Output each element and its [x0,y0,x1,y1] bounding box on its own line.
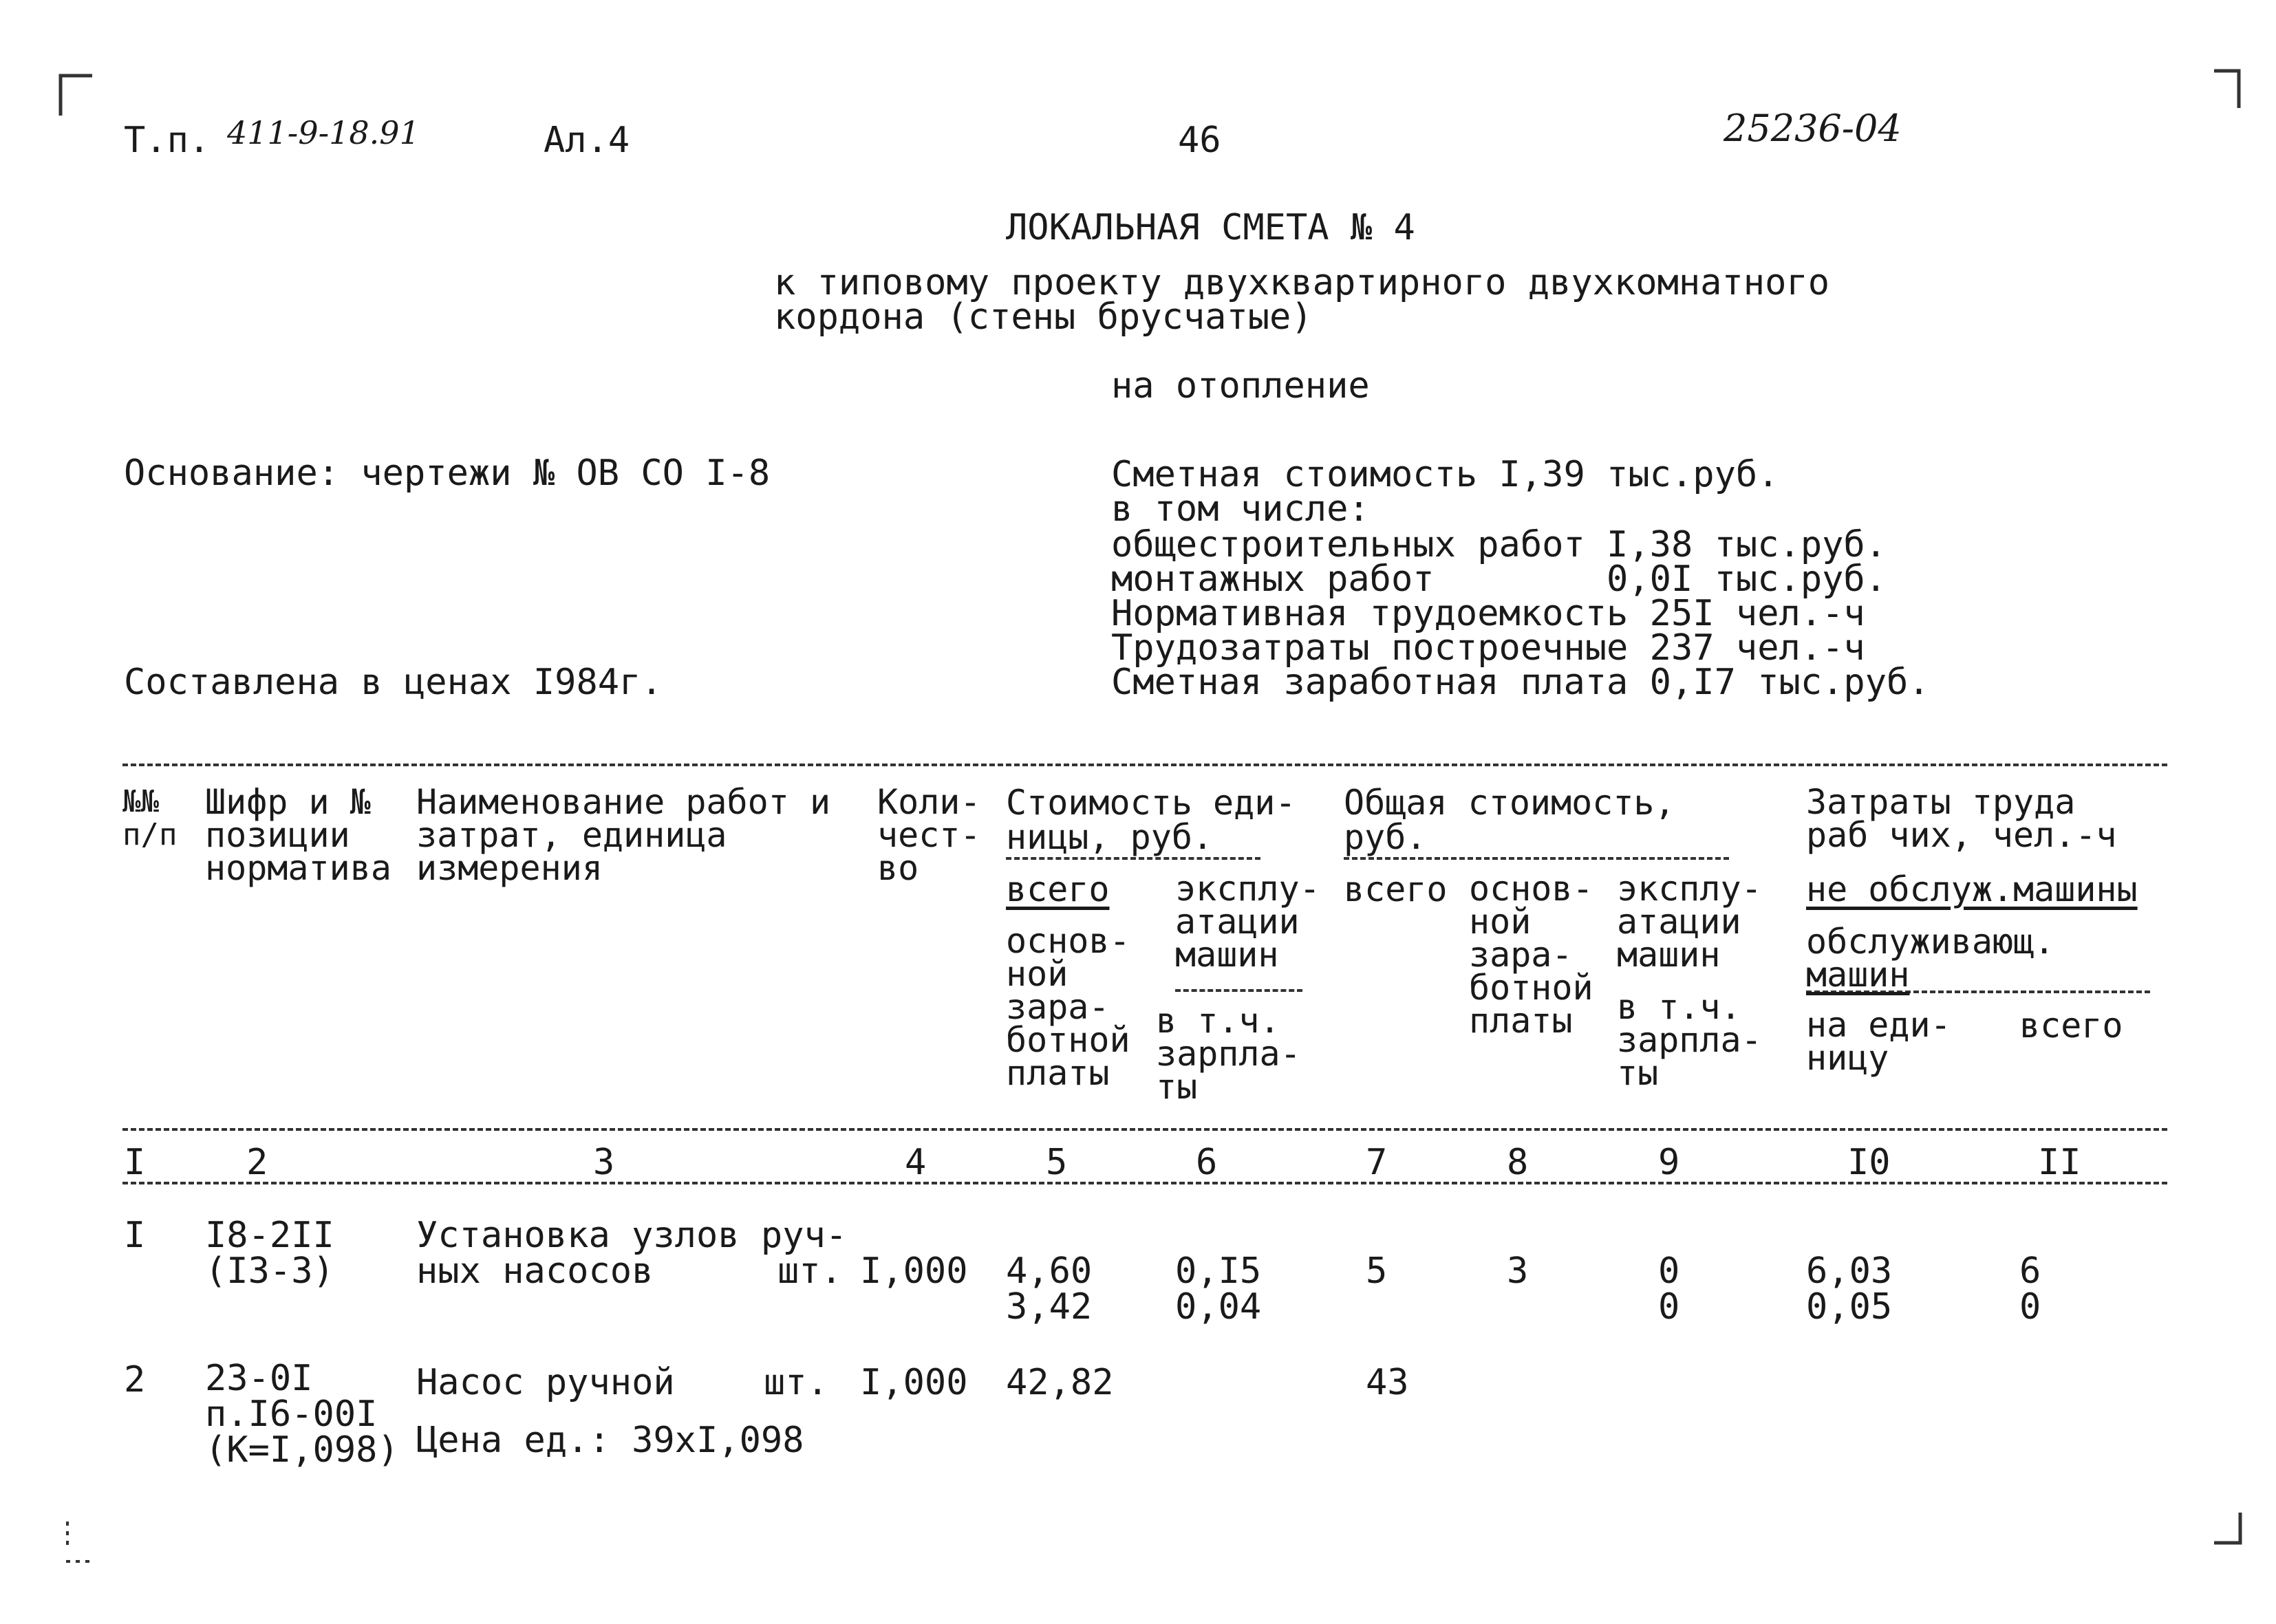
table-row-1-name: Установка узлов руч- ных насосов [416,1215,848,1292]
header-total-cost-2: руб. [1344,817,1427,857]
summary-line-6: Трудозатраты построечные 237 чел.-ч [1111,627,1865,669]
table-row-2-unit: шт. [764,1362,828,1403]
table-row-1-unit: шт. [777,1251,842,1292]
header-col6-machines: эксплу- атации машин [1175,869,1320,975]
estimate-title: ЛОКАЛЬНАЯ СМЕТА № 4 [1006,207,1415,248]
col-number-6: 6 [1196,1142,1218,1183]
summary-line-7: Сметная заработная плата 0,I7 тыс.руб. [1111,662,1930,703]
header-col5-wage: основ- ной зара- ботной платы [1006,921,1130,1093]
table-row-1-col8: 3 [1507,1251,1529,1292]
table-row-2-name: Насос ручной [416,1362,675,1403]
header-labor: Затраты труда раб чих, чел.-ч [1806,782,2117,855]
tp-number: 411-9-18.91 [227,114,420,151]
table-row-2-qty: I,000 [860,1362,968,1403]
header-unit-cost: Стоимость еди- [1006,783,1296,823]
col-number-11: II [2038,1142,2081,1183]
header-col5-total: всего [1006,869,1110,909]
table-row-1-col6: 0,I5 0,04 [1175,1251,1262,1328]
corner-mark-top-left [55,69,96,117]
col6-split-rule [1175,989,1302,992]
album-label: Ал.4 [544,120,630,161]
summary-line-2: в том числе: [1111,488,1370,530]
header-col7-total: всего [1344,869,1448,909]
header-labor-machines-2: машин [1806,955,1910,995]
header-quantity: Коли- чест- во [877,782,981,888]
document-code: 25236-04 [1724,107,1902,150]
table-row-1-col5: 4,60 3,42 [1006,1251,1093,1328]
corner-mark-bottom-left [62,1520,103,1568]
project-line-1: к типовому проекту двухквартирного двухкомнатного [774,262,1830,303]
col-number-10: I0 [1847,1142,1891,1183]
col-number-3: 3 [593,1142,615,1183]
table-row-1-number: I [124,1215,146,1256]
header-col9-machines: эксплу- атации машин [1617,869,1762,975]
header-norm-code: Шифр и № позиции норматива [205,782,391,888]
table-row-2-col5: 42,82 [1006,1362,1114,1403]
header-work-name: Наименование работ и затрат, единица измерения [416,782,831,888]
table-row-1-col9: 0 0 [1658,1251,1680,1328]
col-number-7: 7 [1366,1142,1388,1183]
prices-text: Составлена в ценах I984г. [124,662,663,703]
header-col6-wage: в т.ч. зарпла- ты [1156,1001,1301,1107]
corner-mark-top-right [2209,65,2250,113]
table-row-2-col7: 43 [1366,1362,1409,1403]
header-col8-wage: основ- ной зара- ботной платы [1469,869,1593,1041]
col-number-5: 5 [1046,1142,1068,1183]
col-number-2: 2 [246,1142,268,1183]
header-col10-per-unit: на еди- ницу [1806,1005,1951,1078]
summary-line-1: Сметная стоимость I,39 тыс.руб. [1111,454,1779,495]
col-number-1: I [124,1142,146,1183]
col-number-9: 9 [1658,1142,1680,1183]
total-cost-underline [1344,857,1729,860]
corner-mark-bottom-right [2202,1510,2250,1551]
header-col9-wage: в т.ч. зарпла- ты [1617,987,1762,1093]
estimate-subject: на отопление [1111,365,1370,407]
table-row-1-col10: 6,03 0,05 [1806,1251,1893,1328]
unit-cost-underline [1006,857,1260,860]
tp-label: Т.п. [124,120,211,161]
table-row-2-price-note: Цена ед.: 39хI,098 [416,1420,804,1461]
table-row-1-col11: 6 0 [2019,1251,2041,1328]
table-row-2-number: 2 [124,1359,146,1400]
basis-text: Основание: чертежи № ОВ СО I-8 [124,453,771,494]
table-header-bottom-rule [122,1128,2167,1131]
header-labor-machines: обслуживающ. [1806,922,2055,962]
header-labor-not-machines: не обслуж.машины [1806,869,2138,909]
header-unit-cost-2: ницы, руб. [1006,817,1214,857]
header-row-number: №№ п/п [122,784,178,852]
summary-line-3: общестроительных работ I,38 тыс.руб. [1111,524,1887,565]
col-number-8: 8 [1507,1142,1529,1183]
page-number: 46 [1178,120,1221,161]
col-number-4: 4 [905,1142,927,1183]
table-row-1-col7: 5 [1366,1251,1388,1292]
summary-line-5: Нормативная трудоемкость 25I чел.-ч [1111,593,1865,634]
table-row-1-qty: I,000 [860,1251,968,1292]
project-line-2: кордона (стены брусчатые) [774,296,1313,338]
header-col11-total: всего [2019,1006,2123,1046]
table-row-2-code: 23-0I п.I6-00I (К=I,098) [205,1358,399,1471]
header-total-cost: Общая стоимость, [1344,783,1675,823]
summary-line-4: монтажных работ 0,0I тыс.руб. [1111,559,1887,600]
table-row-1-code: I8-2II (I3-3) [205,1215,334,1292]
table-top-rule [122,764,2167,766]
